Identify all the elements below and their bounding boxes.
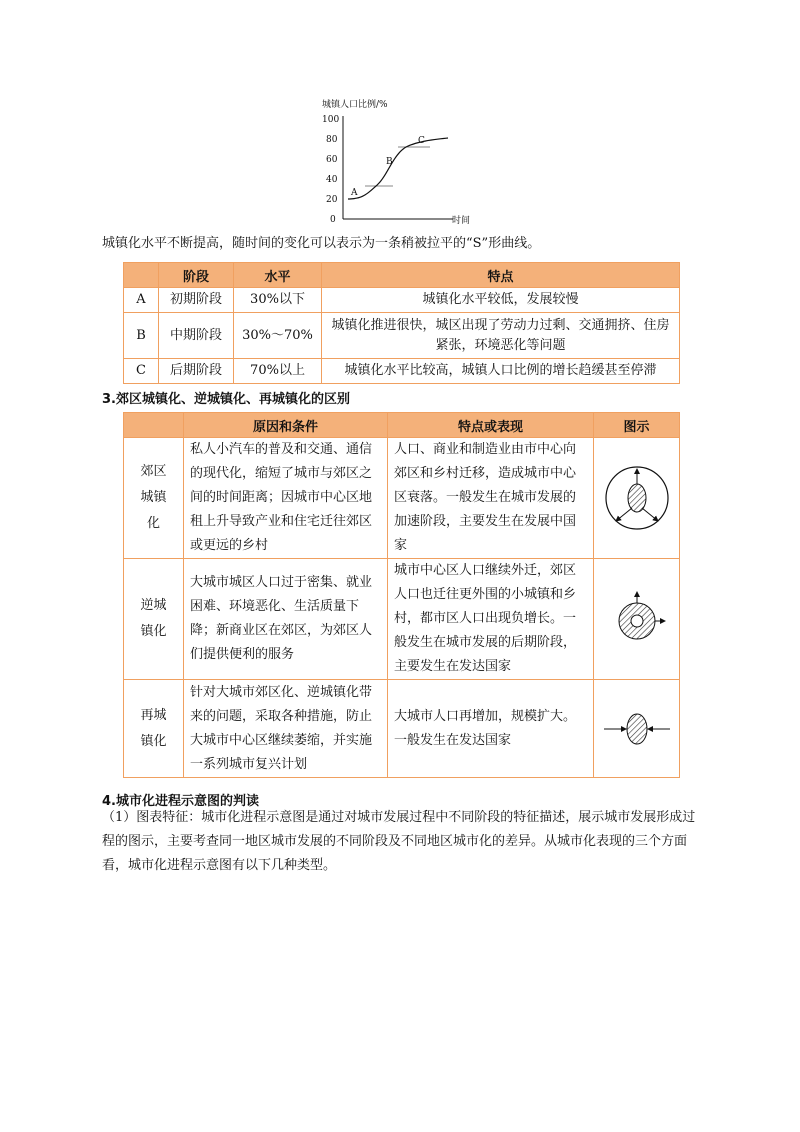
row-feature: 城镇化水平较低，发展较慢 — [322, 288, 680, 313]
table-row — [124, 680, 680, 778]
row-id: B — [124, 313, 159, 359]
point-label-a: A — [351, 188, 358, 198]
row-id: A — [124, 288, 159, 313]
row-stage: 初期阶段 — [159, 288, 234, 313]
y-tick-label: 100 — [322, 115, 340, 125]
table-header-row — [124, 413, 680, 438]
re-urbanization-diagram-icon — [594, 680, 680, 778]
row-id: C — [124, 359, 159, 384]
header-cell: 特点 — [322, 263, 680, 288]
row-level: 30%以下 — [234, 288, 322, 313]
row-stage: 中期阶段 — [159, 313, 234, 359]
section-3-title: 3.郊区城镇化、逆城镇化、再城镇化的区别 — [102, 392, 350, 407]
point-label-c: C — [418, 136, 425, 146]
row-feature: 城市中心区人口继续外迁，郊区人口也迁往更外围的小城镇和乡村，都市区人口出现负增长。一般发生在城市发展的后期阶段，主要发生在发达国家 — [388, 559, 594, 680]
y-tick-label: 40 — [326, 175, 338, 185]
table-row — [124, 438, 680, 559]
urbanization-comparison-table — [123, 412, 680, 778]
intro-text: 城镇化水平不断提高，随时间的变化可以表示为一条稍被拉平的“S”形曲线。 — [102, 236, 541, 251]
table-row — [124, 559, 680, 680]
section-4-paragraph: （1）图表特征：城市化进程示意图是通过对城市发展过程中不同阶段的特征描述，展示城市发展形成过程的图示，主要考查同一地区城市发展的不同阶段及不同地区城市化的差异。从城市化表现的三个方面看，城市化进程示意图有以下几种类型。 — [102, 810, 696, 873]
section-4-title: 4.城市化进程示意图的判读 — [102, 794, 259, 809]
header-cell — [124, 263, 159, 288]
row-feature: 城镇化推进很快，城区出现了劳动力过剩、交通拥挤、住房紧张，环境恶化等问题 — [322, 313, 680, 359]
row-name: 逆城镇化 — [124, 559, 184, 680]
row-feature: 人口、商业和制造业由市中心向郊区和乡村迁移，造成城市中心区衰落。一般发生在城市发展的加速阶段，主要发生在发展中国家 — [388, 438, 594, 559]
table-row — [124, 313, 680, 359]
y-tick-label: 20 — [326, 195, 338, 205]
header-cell: 水平 — [234, 263, 322, 288]
row-name: 再城镇化 — [124, 680, 184, 778]
row-level: 30%～70% — [234, 313, 322, 359]
table-header-row — [124, 263, 680, 288]
row-name: 郊区城镇化 — [124, 438, 184, 559]
row-cause: 大城市城区人口过于密集、就业困难、环境恶化、生活质量下降；新商业区在郊区，为郊区人们提供便利的服务 — [184, 559, 388, 680]
header-cell — [124, 413, 184, 438]
row-feature: 城镇化水平比较高，城镇人口比例的增长趋缓甚至停滞 — [322, 359, 680, 384]
point-label-b: B — [386, 157, 393, 167]
table-row — [124, 288, 680, 313]
row-cause: 私人小汽车的普及和交通、通信的现代化，缩短了城市与郊区之间的时间距离；因城市中心区地租上升导致产业和住宅迁往郊区或更远的乡村 — [184, 438, 388, 559]
y-tick-label: 60 — [326, 155, 338, 165]
row-stage: 后期阶段 — [159, 359, 234, 384]
counter-urbanization-diagram-icon — [594, 559, 680, 680]
row-feature: 大城市人口再增加，规模扩大。一般发生在发达国家 — [388, 680, 594, 778]
s-curve-figure — [318, 98, 478, 230]
y-tick-label: 80 — [326, 135, 338, 145]
row-cause: 针对大城市郊区化、逆城镇化带来的问题，采取各种措施，防止大城市中心区继续萎缩，并实施一系列城市复兴计划 — [184, 680, 388, 778]
row-level: 70%以上 — [234, 359, 322, 384]
header-cell: 特点或表现 — [388, 413, 594, 438]
table-row — [124, 359, 680, 384]
y-tick-labels — [322, 115, 339, 225]
figure-xlabel: 时间 — [452, 216, 471, 226]
urbanization-stage-table — [123, 262, 680, 384]
header-cell: 原因和条件 — [184, 413, 388, 438]
header-cell: 阶段 — [159, 263, 234, 288]
y-tick-label: 0 — [330, 215, 336, 225]
s-curve-svg — [318, 98, 478, 230]
figure-ylabel: 城镇人口比例/% — [322, 100, 388, 110]
header-cell: 图示 — [594, 413, 680, 438]
suburbanization-diagram-icon — [594, 438, 680, 559]
